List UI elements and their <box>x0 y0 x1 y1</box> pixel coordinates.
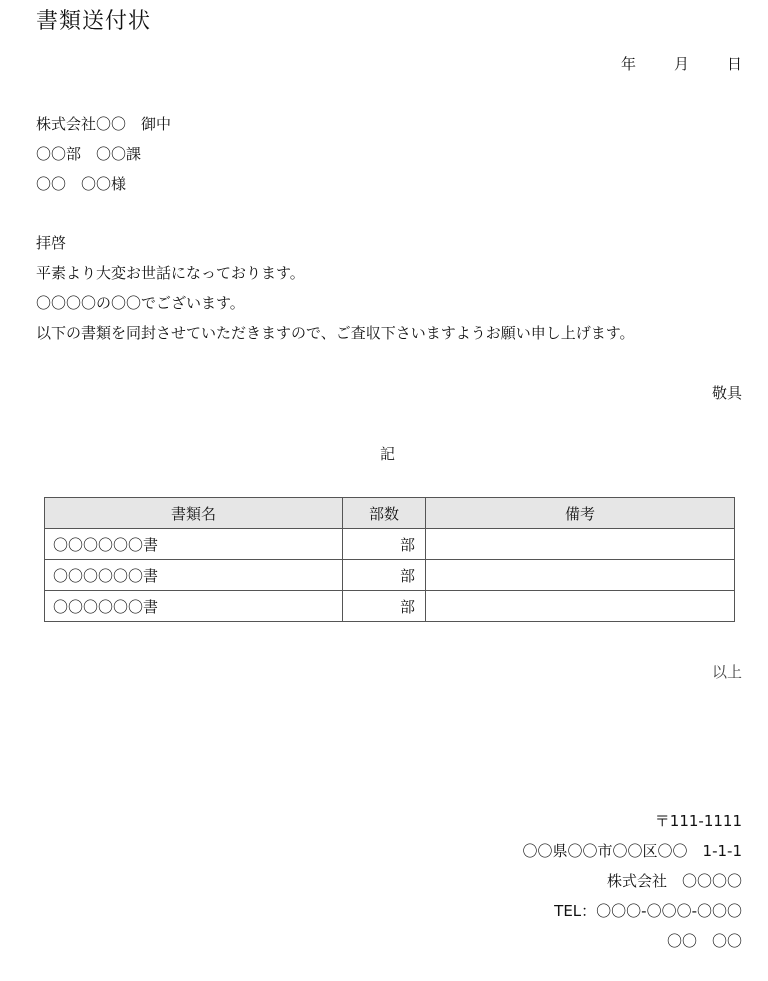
ki-heading: 記 <box>380 445 396 463</box>
letter-line-3: 以下の書類を同封させていただきますので、ご査収下さいますようお願い申し上げます。 <box>36 324 635 342</box>
cell-document-name: 〇〇〇〇〇〇書 <box>45 591 343 622</box>
sender-name: 〇〇 〇〇 <box>666 932 742 950</box>
table-row <box>45 529 735 560</box>
cell-notes <box>426 529 735 560</box>
letter-line-1: 平素より大変お世話になっております。 <box>36 264 305 282</box>
date-year: 年 <box>620 55 636 73</box>
cell-notes <box>426 591 735 622</box>
cell-copies: 部 <box>343 591 426 622</box>
letter-closing: 敬具 <box>711 384 742 402</box>
cell-notes <box>426 560 735 591</box>
cell-document-name: 〇〇〇〇〇〇書 <box>45 560 343 591</box>
header-notes: 備考 <box>426 498 735 529</box>
letter-line-2: 〇〇〇〇の〇〇でございます。 <box>36 294 245 312</box>
cell-copies: 部 <box>343 560 426 591</box>
table-header-row <box>45 498 735 529</box>
table-row <box>45 560 735 591</box>
ijou-closing: 以上 <box>711 663 742 681</box>
sender-tel: TEL：〇〇〇-〇〇〇-〇〇〇 <box>554 902 742 920</box>
cell-copies: 部 <box>343 529 426 560</box>
sender-company: 株式会社 〇〇〇〇 <box>606 872 742 890</box>
header-document-name: 書類名 <box>45 498 343 529</box>
header-copies: 部数 <box>343 498 426 529</box>
date-day: 日 <box>726 55 742 73</box>
document-title: 書類送付状 <box>36 9 152 34</box>
sender-address: 〇〇県〇〇市〇〇区〇〇 1-1-1 <box>522 842 742 860</box>
sender-postal: 〒111-1111 <box>654 812 742 830</box>
recipient-department: 〇〇部 〇〇課 <box>36 145 142 163</box>
cell-document-name: 〇〇〇〇〇〇書 <box>45 529 343 560</box>
date-month: 月 <box>673 55 689 73</box>
documents-table <box>44 497 735 622</box>
letter-opening: 拝啓 <box>36 234 67 252</box>
recipient-company: 株式会社〇〇 御中 <box>36 115 172 133</box>
table-row <box>45 591 735 622</box>
recipient-person: 〇〇 〇〇様 <box>36 175 127 193</box>
date-line <box>621 53 742 74</box>
